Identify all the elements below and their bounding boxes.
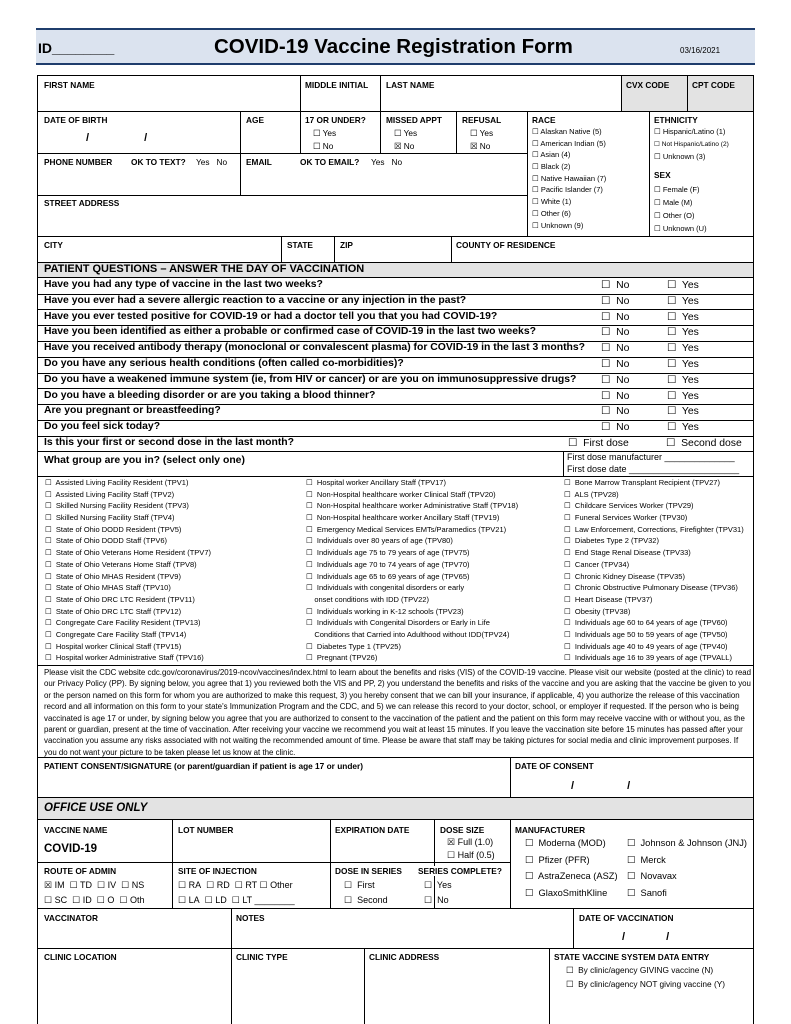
cpt-code-label: CPT CODE	[692, 80, 735, 90]
question-text: Have you received antibody therapy (monoclonal or convalescent plasma) for COVID-19 in the last 3 months?	[44, 342, 586, 354]
race-option[interactable]: ☐ Other (6)	[532, 208, 606, 220]
ethnicity-option[interactable]: ☐ Not Hispanic/Latino (2)	[654, 139, 729, 152]
clinic-address-label: CLINIC ADDRESS	[369, 952, 440, 962]
group-column-2	[306, 477, 518, 664]
refusal-yes[interactable]: ☐ Yes	[470, 128, 493, 138]
group-option[interactable]: ☐ Bone Marrow Transplant Recipient (TPV27)	[564, 477, 744, 489]
group-option[interactable]: ☐ Diabetes Type 2 (TPV32)	[564, 535, 744, 547]
refusal-no[interactable]: ☒ No	[470, 141, 491, 151]
ethnicity-option[interactable]: ☐ Hispanic/Latino (1)	[654, 126, 729, 139]
county-label: COUNTY OF RESIDENCE	[456, 240, 556, 250]
question-no-option[interactable]: ☐ No	[601, 421, 629, 433]
refusal-label: REFUSAL	[462, 115, 502, 125]
group-column-3	[564, 477, 744, 664]
mfr-option[interactable]: ☐ Novavax	[627, 871, 677, 882]
sex-option[interactable]: ☐ Male (M)	[654, 196, 707, 209]
office-heading: OFFICE USE ONLY	[44, 802, 148, 814]
state-label: STATE	[287, 240, 313, 250]
first-dose-manufacturer[interactable]: First dose manufacturer ______________	[567, 452, 735, 462]
question-no-option[interactable]: ☐ No	[601, 405, 629, 417]
question-text: Have you had any type of vaccine in the last two weeks?	[44, 279, 323, 290]
lot-number-label: LOT NUMBER	[178, 825, 234, 835]
question-yes-option[interactable]: ☐ Yes	[667, 326, 699, 338]
date-of-consent-label: DATE OF CONSENT	[515, 761, 594, 771]
email-label: EMAIL	[246, 157, 272, 167]
race-option[interactable]: ☐ Alaskan Native (5)	[532, 126, 606, 138]
group-option[interactable]: ☐ End Stage Renal Disease (TPV33)	[564, 547, 744, 559]
group-option[interactable]: ☐ Hospital worker Administrative Staff (TPV16)	[45, 652, 211, 664]
route-row-2[interactable]: ☐ SC ☐ ID ☐ O ☐ Oth	[44, 895, 144, 906]
question-no-option[interactable]: ☐ No	[601, 295, 629, 307]
ok-email-options[interactable]: Yes No	[371, 157, 403, 167]
series-complete-no[interactable]: ☐ No	[424, 895, 449, 906]
site-label: SITE OF INJECTION	[178, 866, 257, 876]
group-option[interactable]: ☐ Individuals age 70 to 74 years of age (TPV70)	[306, 559, 518, 571]
missed-no[interactable]: ☒ No	[394, 141, 415, 151]
first-dose-option[interactable]: ☐ First dose	[568, 437, 629, 449]
group-question: What group are you in? (select only one)	[44, 455, 245, 466]
sex-option[interactable]: ☐ Other (O)	[654, 209, 707, 222]
ok-text-label: OK TO TEXT?	[131, 157, 186, 167]
group-option[interactable]: ☐ Individuals age 40 to 49 years of age (TPV40)	[564, 641, 744, 653]
group-option[interactable]: ☐ Funeral Services Worker (TPV30)	[564, 512, 744, 524]
clinic-location-label: CLINIC LOCATION	[44, 952, 117, 962]
route-row-1[interactable]: ☒ IM ☐ TD ☐ IV ☐ NS	[44, 880, 144, 891]
question-yes-option[interactable]: ☐ Yes	[667, 342, 699, 354]
group-option[interactable]: ☐ Emergency Medical Services EMTs/Paramedics (TPV21)	[306, 524, 518, 536]
question-text: Are you pregnant or breastfeeding?	[44, 405, 221, 417]
group-option[interactable]: ☐ State of Ohio MHAS Staff (TPV10)	[45, 582, 211, 594]
group-option[interactable]: ☐ Individuals working in K-12 schools (TPV23)	[306, 606, 518, 618]
last-name-label: LAST NAME	[386, 80, 435, 90]
first-dose-date[interactable]: First dose date ______________________	[567, 464, 740, 474]
state-entry-label: STATE VACCINE SYSTEM DATA ENTRY	[554, 952, 710, 962]
vaccine-name-value: COVID-19	[44, 843, 98, 855]
dose-size-label: DOSE SIZE	[440, 825, 485, 835]
group-option[interactable]: ☐ State of Ohio DRC LTC Resident (TPV11)	[45, 594, 211, 606]
group-option[interactable]: ☐ Hospital worker Ancillary Staff (TPV17)	[306, 477, 518, 489]
group-option[interactable]: ☐ Skilled Nursing Facility Staff (TPV4)	[45, 512, 211, 524]
clinic-type-label: CLINIC TYPE	[236, 952, 288, 962]
race-option[interactable]: ☐ Pacific Islander (7)	[532, 184, 606, 196]
group-option[interactable]: ☐ State of Ohio DODD Staff (TPV6)	[45, 535, 211, 547]
group-option[interactable]: ☐ Diabetes Type 1 (TPV25)	[306, 641, 518, 653]
question-yes-option[interactable]: ☐ Yes	[667, 358, 699, 370]
group-option[interactable]: onset conditions with IDD (TPV22)	[314, 594, 429, 604]
series-complete-yes[interactable]: ☐ Yes	[424, 880, 452, 891]
question-yes-option[interactable]: ☐ Yes	[667, 311, 699, 323]
form-date: 03/16/2021	[680, 46, 721, 55]
race-option[interactable]: ☐ American Indian (5)	[532, 138, 606, 150]
group-option[interactable]: ☐ Individuals age 75 to 79 years of age (TPV75)	[306, 547, 518, 559]
sex-option[interactable]: ☐ Unknown (U)	[654, 222, 707, 235]
under-17-label: 17 OR UNDER?	[305, 115, 366, 125]
race-option[interactable]: ☐ Unknown (9)	[532, 220, 606, 232]
state-entry-not-giving[interactable]: ☐ By clinic/agency NOT giving vaccine (Y)	[566, 979, 725, 989]
sex-option[interactable]: ☐ Female (F)	[654, 183, 707, 196]
group-option[interactable]: ☐ Individuals age 16 to 39 years of age (TPVALL)	[564, 652, 744, 664]
ethnicity-options	[654, 126, 729, 164]
group-option[interactable]: ☐ Law Enforcement, Corrections, Firefighter (TPV31)	[564, 524, 744, 536]
consent-text: Please visit the CDC website cdc.gov/coronavirus/2019-ncov/vaccines/index.html to learn about the benefits and risks (VIS) of the COVID-19 vaccine. Please visit our website (posted at the clinic) to read our Privacy Policy (PP). By signing below, you agree that 1) you reviewed both the VIS and PP, 2) you understand the benefits and risks of the vaccine and you are asking that the vaccine be given to you or the person named on this form for whom you are authorized to make this request, 3) you hereby consent that we can bill your insurance, if applicable, 4) you authorize the release of this vaccination record and all information on this form to your state's Immunization Program and the CDC, and 5) we can release this record to your doctor, school, or employer if requested. If the person who is being vaccinated is age 17 or under, by signing below you agree that you are authorized to consent to the vaccination of the patient and the patient on this form may receive vaccine with or without you, as the parent or guardian, present at the time of vaccination. After receiving your vaccine we recommend you wait at least 15 minutes. If you leave the vaccination site before 15 minutes has passed after your vaccination you assume any risks associated with not waiting the recommended amount of time. Please be aware that staff may be taking pictures for social media and clinic improvement purposes. If you do not want your picture to be taken please let us know at the clinic.	[44, 668, 751, 757]
group-option[interactable]: ☐ Cancer (TPV34)	[564, 559, 744, 571]
group-option[interactable]: ☐ Non-Hospital healthcare worker Administrative Staff (TPV18)	[306, 500, 518, 512]
group-option[interactable]: ☐ Hospital worker Clinical Staff (TPV15)	[45, 641, 211, 653]
race-option[interactable]: ☐ Native Hawaiian (7)	[532, 173, 606, 185]
group-option[interactable]: ☐ State of Ohio DODD Resident (TPV5)	[45, 524, 211, 536]
race-label: RACE	[532, 115, 556, 125]
expiration-label: EXPIRATION DATE	[335, 825, 410, 835]
consent-date-slashes: / /	[571, 780, 631, 792]
question-yes-option[interactable]: ☐ Yes	[667, 405, 699, 417]
group-option[interactable]: ☐ Individuals age 60 to 64 years of age (TPV60)	[564, 617, 744, 629]
question-no-option[interactable]: ☐ No	[601, 374, 629, 386]
ethnicity-label: ETHNICITY	[654, 115, 698, 125]
phone-label: PHONE NUMBER	[44, 157, 113, 167]
race-option[interactable]: ☐ Black (2)	[532, 161, 606, 173]
sex-label: SEX	[654, 170, 671, 180]
question-text: Have you been identified as either a probable or confirmed case of COVID-19 in the last two weeks?	[44, 326, 536, 338]
cvx-code-label: CVX CODE	[626, 80, 670, 90]
group-option[interactable]: ☐ Obesity (TPV38)	[564, 606, 744, 618]
manufacturer-label: MANUFACTURER	[515, 825, 586, 835]
group-option[interactable]: ☐ State of Ohio Veterans Home Staff (TPV8)	[45, 559, 211, 571]
city-label: CITY	[44, 240, 63, 250]
question-text: Do you have a bleeding disorder or are you taking a blood thinner?	[44, 389, 376, 401]
route-label: ROUTE OF ADMIN	[44, 866, 117, 876]
site-row-1[interactable]: ☐ RA ☐ RD ☐ RT ☐ Other	[178, 880, 293, 891]
series-second-option[interactable]: ☐ Second	[344, 895, 388, 906]
question-text: Have you ever had a severe allergic reaction to a vaccine or any injection in the past?	[44, 294, 467, 306]
under-17-no[interactable]: ☐ No	[313, 141, 333, 151]
mfr-option[interactable]: ☐ Moderna (MOD)	[525, 838, 606, 849]
question-text: Have you ever tested positive for COVID-19 or had a doctor tell you that you had COVID-19?	[44, 310, 498, 322]
question-no-option[interactable]: ☐ No	[601, 342, 629, 354]
first-name-label: FIRST NAME	[44, 80, 95, 90]
group-option[interactable]: ☐ Non-Hospital healthcare worker Ancillary Staff (TPV19)	[306, 512, 518, 524]
question-yes-option[interactable]: ☐ Yes	[667, 374, 699, 386]
missed-appt-label: MISSED APPT	[386, 115, 442, 125]
question-text: Do you feel sick today?	[44, 421, 161, 433]
question-no-option[interactable]: ☐ No	[601, 279, 629, 291]
group-option[interactable]: ☐ Congregate Care Facility Staff (TPV14)	[45, 629, 211, 641]
site-row-2[interactable]: ☐ LA ☐ LD ☐ LT ________	[178, 895, 295, 906]
question-text: Do you have a weakened immune system (ie, from HIV or cancer) or are you on immunosuppressive drugs?	[44, 373, 577, 385]
vaccinator-label: VACCINATOR	[44, 913, 98, 923]
id-label: ID________	[38, 40, 115, 56]
group-option[interactable]: ☐ State of Ohio Veterans Home Resident (TPV7)	[45, 547, 211, 559]
vaccination-date-slashes: / /	[622, 931, 670, 943]
group-option[interactable]: Conditions that Carried into Adulthood without IDD(TPV24)	[314, 629, 510, 639]
state-entry-giving[interactable]: ☐ By clinic/agency GIVING vaccine (N)	[566, 965, 713, 975]
group-option[interactable]: ☐ Pregnant (TPV26)	[306, 652, 518, 664]
sex-options	[654, 183, 707, 235]
street-label: STREET ADDRESS	[44, 198, 120, 208]
questions-heading: PATIENT QUESTIONS – ANSWER THE DAY OF VACCINATION	[44, 263, 365, 275]
group-option[interactable]: ☐ Individuals age 50 to 59 years of age (TPV50)	[564, 629, 744, 641]
mfr-option[interactable]: ☐ Pfizer (PFR)	[525, 855, 590, 866]
question-no-option[interactable]: ☐ No	[601, 390, 629, 402]
ok-email-label: OK TO EMAIL?	[300, 157, 360, 167]
group-option[interactable]: ☐ Heart Disease (TPV37)	[564, 594, 744, 606]
zip-label: ZIP	[340, 240, 353, 250]
group-option[interactable]: ☐ Individuals over 80 years of age (TPV80)	[306, 535, 518, 547]
mfr-option[interactable]: ☐ Sanofi	[627, 888, 667, 899]
question-no-option[interactable]: ☐ No	[601, 311, 629, 323]
group-option[interactable]: ☐ Congregate Care Facility Resident (TPV13)	[45, 617, 211, 629]
group-option[interactable]: ☐ Individuals with congenital disorders or early	[306, 582, 518, 594]
group-option[interactable]: ☐ ALS (TPV28)	[564, 489, 744, 501]
mfr-option[interactable]: ☐ Johnson & Johnson (JNJ)	[627, 838, 747, 849]
missed-yes[interactable]: ☐ Yes	[394, 128, 417, 138]
second-dose-option[interactable]: ☐ Second dose	[666, 437, 742, 449]
middle-initial-label: MIDDLE INITIAL	[305, 80, 369, 90]
group-option[interactable]: ☐ Childcare Services Worker (TPV29)	[564, 500, 744, 512]
ethnicity-option[interactable]: ☐ Unknown (3)	[654, 151, 729, 164]
date-of-vaccination-label: DATE OF VACCINATION	[579, 913, 674, 923]
mfr-option[interactable]: ☐ AstraZeneca (ASZ)	[525, 871, 618, 882]
group-option[interactable]: ☐ State of Ohio MHAS Resident (TPV9)	[45, 571, 211, 583]
under-17-yes[interactable]: ☐ Yes	[313, 128, 336, 138]
mfr-option[interactable]: ☐ GlaxoSmithKline	[525, 888, 607, 899]
dose-series-label: DOSE IN SERIES	[335, 866, 402, 876]
group-option[interactable]: ☐ Individuals with Congenital Disorders or Early in Life	[306, 617, 518, 629]
group-column-1	[45, 477, 211, 664]
group-option[interactable]: ☐ Chronic Obstructive Pulmonary Disease (TPV36)	[564, 582, 744, 594]
age-label: AGE	[246, 115, 264, 125]
mfr-option[interactable]: ☐ Merck	[627, 855, 666, 866]
notes-label: NOTES	[236, 913, 265, 923]
full-dose-option[interactable]: ☒ Full (1.0)	[447, 837, 494, 847]
signature-label: PATIENT CONSENT/SIGNATURE (or parent/guardian if patient is age 17 or under)	[44, 761, 364, 771]
race-options	[532, 126, 606, 231]
group-option[interactable]: ☐ Individuals age 65 to 69 years of age (TPV65)	[306, 571, 518, 583]
series-first-option[interactable]: ☐ First	[344, 880, 375, 891]
question-yes-option[interactable]: ☐ Yes	[667, 390, 699, 402]
half-dose-option[interactable]: ☐ Half (0.5)	[447, 850, 495, 861]
group-option[interactable]: ☐ State of Ohio DRC LTC Staff (TPV12)	[45, 606, 211, 618]
question-yes-option[interactable]: ☐ Yes	[667, 421, 699, 433]
question-yes-option[interactable]: ☐ Yes	[667, 279, 699, 291]
group-option[interactable]: ☐ Non-Hospital healthcare worker Clinical Staff (TPV20)	[306, 489, 518, 501]
question-no-option[interactable]: ☐ No	[601, 358, 629, 370]
ok-text-options[interactable]: Yes No	[196, 157, 228, 167]
group-option[interactable]: ☐ Skilled Nursing Facility Resident (TPV3)	[45, 500, 211, 512]
series-complete-label: SERIES COMPLETE?	[418, 866, 502, 876]
dose-question: Is this your first or second dose in the last month?	[44, 437, 294, 448]
dob-label: DATE OF BIRTH	[44, 115, 108, 125]
race-option[interactable]: ☐ White (1)	[532, 196, 606, 208]
group-option[interactable]: ☐ Assisted Living Facility Resident (TPV1)	[45, 477, 211, 489]
question-text: Do you have any serious health conditions (often called co-morbidities)?	[44, 358, 404, 369]
group-option[interactable]: ☐ Chronic Kidney Disease (TPV35)	[564, 571, 744, 583]
dob-slashes: / /	[86, 132, 148, 144]
question-no-option[interactable]: ☐ No	[601, 326, 629, 338]
group-option[interactable]: ☐ Assisted Living Facility Staff (TPV2)	[45, 489, 211, 501]
race-option[interactable]: ☐ Asian (4)	[532, 149, 606, 161]
form-title: COVID-19 Vaccine Registration Form	[214, 35, 573, 58]
vaccine-name-label: VACCINE NAME	[44, 825, 108, 835]
question-yes-option[interactable]: ☐ Yes	[667, 295, 699, 307]
